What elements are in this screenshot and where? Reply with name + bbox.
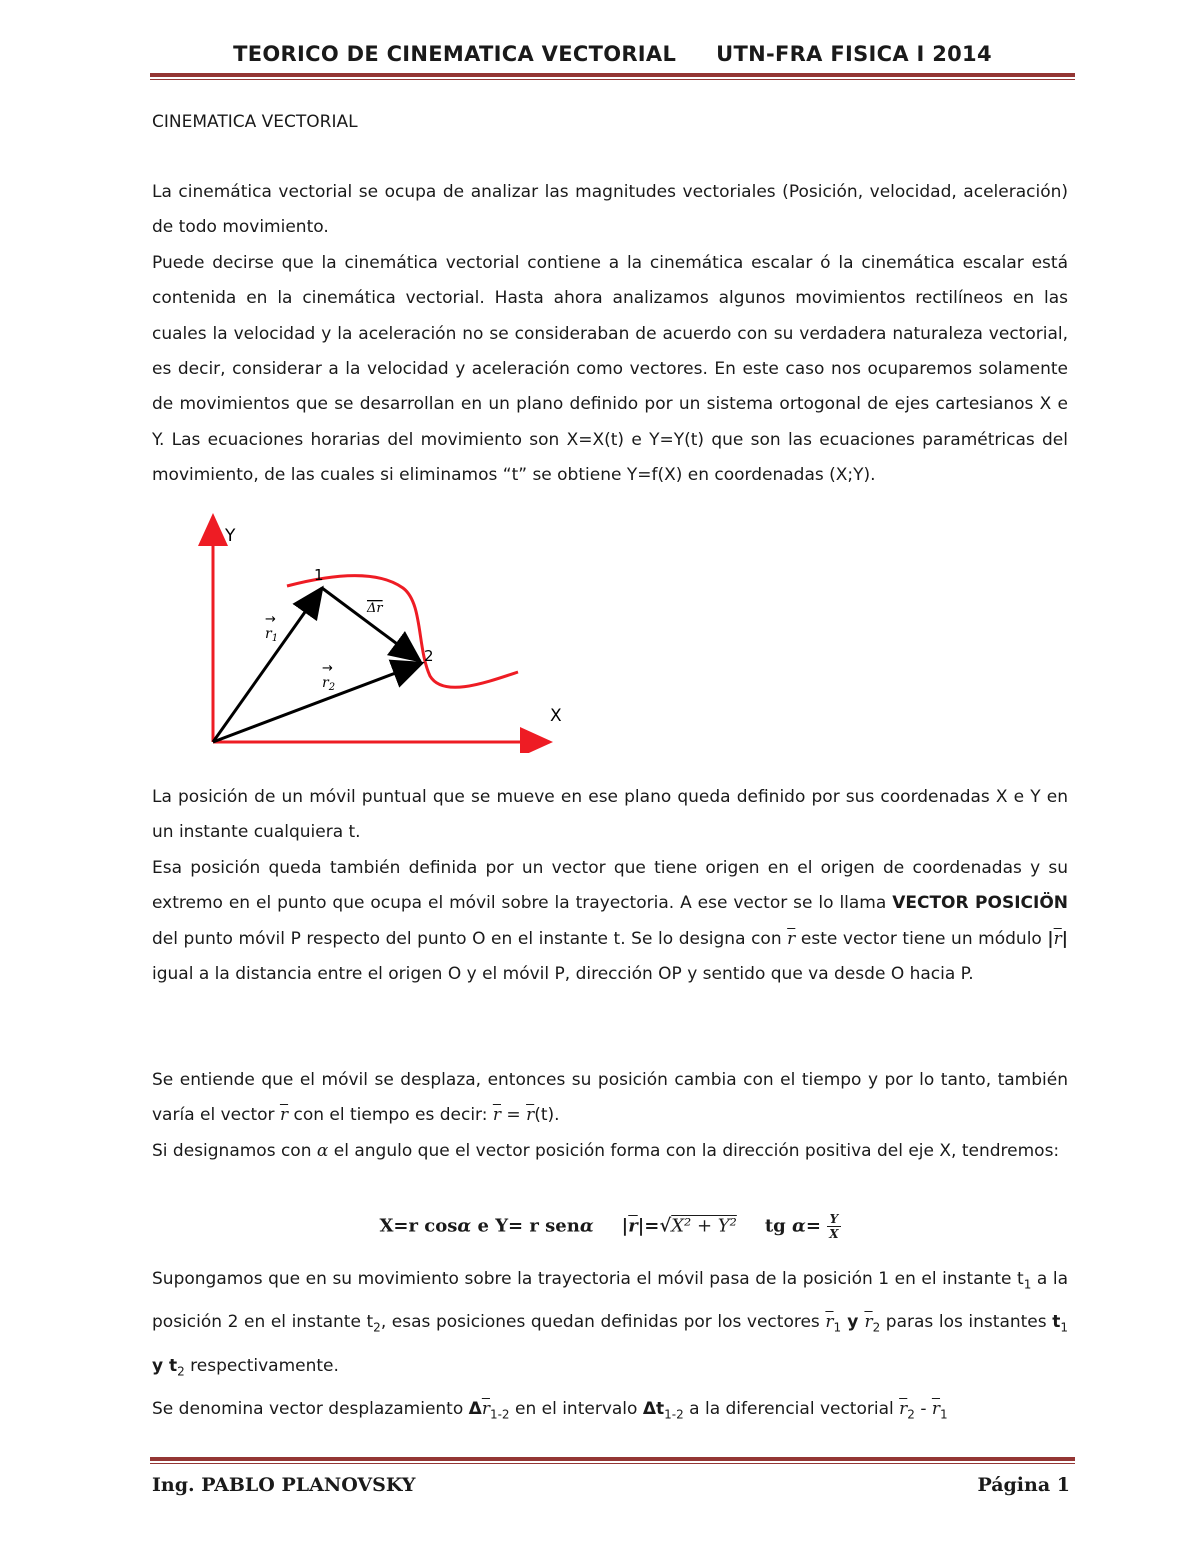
term-vector-posicion: VECTOR POSICIÖN bbox=[892, 893, 1068, 914]
paragraph-3: La posición de un móvil puntual que se mueve en ese plano queda definido por sus coordenadas X e Y en un instante cualquiera t. bbox=[152, 787, 1068, 843]
header-title-left: TEORICO DE CINEMATICA VECTORIAL bbox=[233, 42, 677, 66]
footer-page-number: Página 1 bbox=[977, 1474, 1070, 1496]
kinematics-diagram bbox=[195, 508, 575, 753]
paragraph-6: Si designamos con α el angulo que el vector posición forma con la dirección positiva del eje X, tendremos: bbox=[152, 1140, 1060, 1161]
paragraph-7: Supongamos que en su movimiento sobre la trayectoria el móvil pasa de la posición 1 en el instante $t_1$ a la posición 2 en el instante $t_2$, esas posiciones quedan definidas por los vectores $\overline{r}_1$ y $\overline{r}_2$ paras los instantes $t_1$ y $t_2$ respectivamente. bbox=[152, 1269, 1069, 1379]
intro-text bbox=[152, 175, 1068, 494]
vector-r2 bbox=[213, 663, 422, 742]
paragraph-8: Se denomina vector desplazamiento $\Delta\overline{r}_{1-2}$ en el intervalo $\Delta t_{1-2}$ a la diferencial vectorial $\overline{r}_2 - \overline{r}_1$ bbox=[152, 1399, 948, 1422]
vector-delta-r bbox=[322, 588, 420, 661]
vector-r2-label: $r_2$ bbox=[322, 675, 336, 693]
footer-author: Ing. PABLO PLANOVSKY bbox=[152, 1474, 416, 1496]
delta-r-label: Δr bbox=[367, 601, 383, 616]
header-title-right: UTN-FRA FISICA I 2014 bbox=[716, 42, 992, 66]
position-formulas: X=r cosα e Y= r senα $|\overline{r}|=√X^2 + Y^2$ tg α= $\frac{Y}{X}$ bbox=[379, 1212, 839, 1241]
paragraph-4: Esa posición queda también definida por un vector que tiene origen en el origen de coordenadas y su extremo en el punto que ocupa el móvil sobre la trayectoria. A ese vector se lo llama VECTOR POSICIÖN del punto móvil P respecto del punto O en el instante t. Se lo designa con $\overline{r}$ este vector tiene un módulo $|\overline{r}|$ igual a la distancia entre el origen O y el móvil P, dirección OP y sentido que va desde O hacia P. bbox=[152, 857, 1068, 985]
vector-r2-arrow: → bbox=[322, 661, 333, 676]
point-label-2: 2 bbox=[424, 647, 434, 665]
page-header-title bbox=[150, 42, 1075, 66]
axis-label-y: Y bbox=[225, 526, 236, 546]
vector-r1-arrow: → bbox=[265, 612, 276, 627]
displacement-text bbox=[152, 1063, 1068, 1169]
header-rule bbox=[150, 73, 1075, 77]
paragraph-1: La cinemática vectorial se ocupa de analizar las magnitudes vectoriales (Posición, velocidad, aceleración) de todo movimiento. bbox=[152, 182, 1068, 238]
axis-label-x: X bbox=[550, 706, 562, 726]
header-rule-thin bbox=[150, 79, 1075, 80]
vector-r1-label: $r_1$ bbox=[265, 626, 279, 644]
point-label-1: 1 bbox=[314, 566, 324, 584]
paragraph-5: Se entiende que el móvil se desplaza, entonces su posición cambia con el tiempo y por lo tanto, también varía el vector $\overline{r}$ con el tiempo es decir: $\overline{r} = \overline{r}(t)$. bbox=[152, 1070, 1068, 1126]
section-title: CINEMATICA VECTORIAL bbox=[152, 112, 358, 132]
footer-rule bbox=[150, 1457, 1075, 1461]
displacement-definition bbox=[152, 1260, 1068, 1434]
fraction-y-over-x: $\frac{Y}{X}$ bbox=[829, 1212, 839, 1241]
position-text bbox=[152, 780, 1068, 992]
footer-rule-thin bbox=[150, 1463, 1075, 1464]
paragraph-2: Puede decirse que la cinemática vectorial contiene a la cinemática escalar ó la cinemática escalar está contenida en la cinemática vectorial. Hasta ahora analizamos algunos movimientos rectilíneos en las cuales la velocidad y la aceleración no se consideraban de acuerdo con su verdadera naturaleza vectorial, es decir, considerar a la velocidad y aceleración como vectores. En este caso nos ocuparemos solamente de movimientos que se desarrollan en un plano definido por un sistema ortogonal de ejes cartesianos X e Y. Las ecuaciones horarias del movimiento son X=X(t) e Y=Y(t) que son las ecuaciones paramétricas del movimiento, de las cuales si eliminamos “t” se obtiene Y=f(X) en coordenadas (X;Y). bbox=[152, 252, 1068, 486]
